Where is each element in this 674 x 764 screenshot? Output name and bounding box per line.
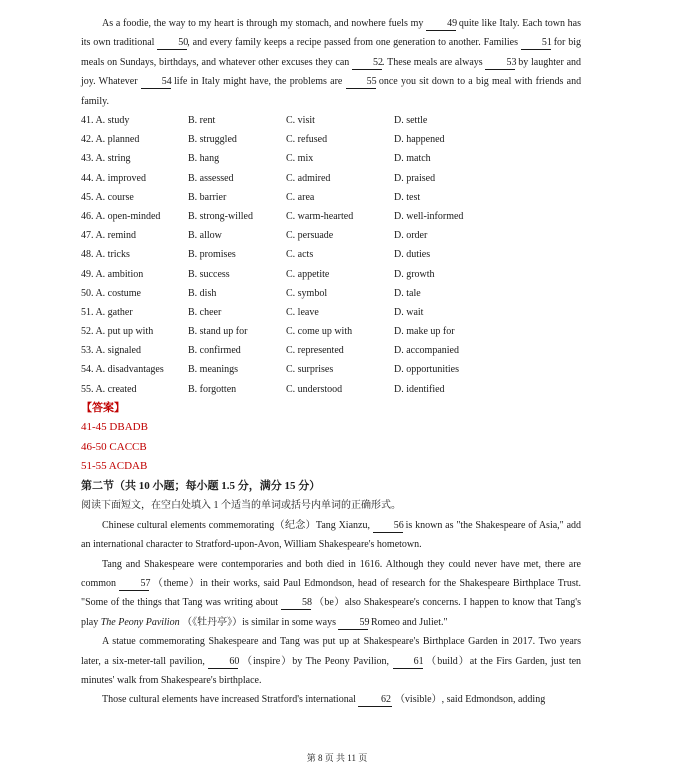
blank-53: 53 — [485, 57, 515, 70]
option-row — [81, 322, 581, 341]
section-instruction: 阅读下面短文，在空白处填入 1 个适当的单词或括号内单词的正确形式。 — [81, 500, 401, 512]
blank-52: 52 — [352, 57, 382, 70]
passage-one — [81, 14, 581, 111]
section-title: 第二节（共 10 小题；每小题 1.5 分，满分 15 分） — [81, 479, 321, 492]
option-row — [81, 188, 581, 207]
option-choice: C. symbol — [286, 287, 328, 299]
text: . These meals — [382, 56, 438, 68]
option-choice: C. admired — [286, 172, 331, 184]
text: are always — [439, 56, 483, 68]
option-choice: 48. A. tricks — [81, 249, 130, 261]
option-choice: B. hang — [188, 153, 220, 165]
text: Tang and Shakespeare were contemporaries and both died in 1616. Although they could never have met, there are common — [81, 558, 581, 589]
option-choice: 53. A. signaled — [81, 345, 141, 357]
blank-55: 55 — [346, 76, 376, 89]
option-choice: D. order — [394, 230, 428, 242]
text: by laughter and joy. Whatever — [81, 56, 582, 88]
text: Chinese cultural elements commemorating（纪念）Tang Xianzu, — [102, 519, 370, 531]
text: once — [378, 76, 398, 88]
passage-two-para-1 — [81, 516, 581, 555]
blank-60: 60 — [208, 656, 238, 669]
option-choice: B. strong-willed — [188, 210, 253, 222]
answer-line: 41-45 DBADB — [81, 421, 148, 434]
option-choice: C. represented — [286, 345, 344, 357]
option-choice: D. duties — [394, 249, 431, 261]
text: （《牡丹亭》）is similar in some ways — [182, 616, 336, 628]
option-choice: C. come up with — [286, 326, 353, 338]
text: （be）also Shakespeare's concerns. I happen to know that Tang's play — [81, 597, 581, 628]
text: you sit down to a big meal with friends and family. — [81, 76, 582, 107]
option-choice: 43. A. string — [81, 153, 131, 165]
option-row — [81, 169, 581, 188]
option-choice: B. promises — [188, 249, 236, 261]
blank-50: 50 — [157, 37, 187, 50]
passage-two-para-3 — [81, 632, 581, 690]
blank-58: 58 — [281, 597, 311, 610]
blank-51: 51 — [521, 37, 551, 50]
page-footer: 第 8 页 共 11 页 — [306, 753, 368, 763]
text: （inspire）by The Peony Pavilion, — [241, 655, 390, 667]
text: quite like Italy. Each — [458, 18, 543, 29]
passage-two-para-2 — [81, 555, 581, 633]
option-choice: B. stand up for — [188, 326, 248, 338]
option-choice: B. rent — [188, 115, 216, 127]
option-choice: B. barrier — [188, 191, 227, 203]
option-choice: C. warm-hearted — [286, 210, 354, 222]
option-choice: D. wait — [394, 306, 424, 318]
option-choice: C. mix — [286, 153, 314, 165]
option-row — [81, 130, 581, 149]
text: （theme）in their works, said Paul Edmondson, head of research for the Shakespeare Birthplace Trust. "Some of the things that Tang was writing about — [81, 577, 582, 609]
option-choice: B. dish — [188, 287, 217, 299]
option-choice: D. opportunities — [394, 364, 459, 376]
option-row — [81, 111, 581, 130]
option-choice: 41. A. study — [81, 115, 130, 127]
option-choice: 54. A. disadvantages — [81, 364, 164, 376]
option-row — [81, 341, 581, 360]
option-choice: 47. A. remind — [81, 230, 136, 242]
option-row — [81, 149, 581, 168]
option-choice: D. make up for — [394, 326, 455, 338]
option-choice: C. area — [286, 191, 315, 203]
blank-62: 62 — [358, 694, 392, 707]
option-choice: 50. A. costume — [81, 287, 141, 299]
option-choice: D. match — [394, 153, 431, 165]
option-choice: B. allow — [188, 230, 222, 242]
blank-59: 59 — [338, 617, 368, 630]
option-choice: D. well-informed — [394, 210, 464, 222]
option-row — [81, 284, 581, 303]
option-row — [81, 380, 581, 399]
option-choice: 52. A. put up with — [81, 326, 154, 338]
text: is known as "the Shakespeare of Asia," add an international character to Stratford-upon-Avon, William Shakespeare's hometown. — [81, 519, 582, 551]
answer-line: 51-55 ACDAB — [81, 460, 148, 473]
option-choice: 46. A. open-minded — [81, 210, 161, 222]
blank-54: 54 — [141, 76, 171, 89]
blank-56: 56 — [373, 520, 403, 533]
option-choice: 55. A. created — [81, 383, 137, 395]
option-choice: B. cheer — [188, 306, 222, 318]
option-choice: B. struggled — [188, 134, 237, 146]
option-row — [81, 226, 581, 245]
option-choice: C. visit — [286, 115, 315, 127]
text: （build）at the Firs Garden, just ten minutes' walk from Shakespeare's birthplace. — [81, 655, 582, 686]
option-choice: D. settle — [394, 115, 428, 127]
option-row — [81, 245, 581, 264]
option-row — [81, 207, 581, 226]
option-row — [81, 360, 581, 379]
text: for big meals on Sundays, birthdays, and whatever other excuses they can — [81, 37, 581, 68]
option-row — [81, 265, 581, 284]
blank-61: 61 — [393, 656, 423, 669]
option-choice: C. appetite — [286, 268, 330, 280]
option-choice: C. surprises — [286, 364, 334, 376]
option-choice: C. understood — [286, 383, 343, 395]
answer-heading: 【答案】 — [81, 401, 125, 414]
blank-57: 57 — [119, 578, 149, 591]
option-choice: B. forgotten — [188, 383, 237, 395]
play-title: The Peony Pavilion — [100, 616, 180, 628]
option-choice: C. refused — [286, 134, 328, 146]
passage-two-para-4 — [81, 690, 581, 709]
option-choice: C. leave — [286, 306, 319, 318]
option-row — [81, 303, 581, 322]
text: Families — [483, 37, 519, 49]
text: life in Italy might have, the problems are — [174, 76, 343, 88]
option-choice: 45. A. course — [81, 191, 134, 203]
answer-line: 46-50 CACCB — [81, 440, 147, 453]
option-choice: C. persuade — [286, 230, 334, 242]
option-choice: B. success — [188, 268, 230, 280]
option-choice: D. identified — [394, 383, 445, 395]
text: Those cultural elements have increased Stratford's international — [102, 694, 356, 706]
option-choice: 44. A. improved — [81, 172, 146, 184]
text: , and every family keeps a recipe passed from one generation to another. — [187, 37, 481, 49]
option-choice: 42. A. planned — [81, 134, 140, 146]
option-choice: B. meanings — [188, 364, 238, 376]
option-choice: C. acts — [286, 249, 314, 261]
option-choice: D. happened — [394, 134, 445, 146]
text: A statue commemorating Shakespeare and Tang was put up at Shakespeare's Birthplace Garden in 2017. Two years later, a six-meter-tall pavilion, — [81, 636, 581, 667]
text: town has its own traditional — [81, 18, 582, 49]
text: Romeo and Juliet." — [370, 616, 448, 628]
option-choice: 51. A. gather — [81, 306, 133, 318]
text: As a foodie, the way to my heart is through my stomach, and nowhere fuels my — [102, 18, 424, 29]
option-choice: 49. A. ambition — [81, 268, 144, 280]
option-choice: D. tale — [394, 287, 421, 299]
option-choice: D. test — [394, 191, 421, 203]
option-choice: D. accompanied — [394, 345, 459, 357]
option-choice: D. praised — [394, 172, 436, 184]
document-page — [81, 14, 581, 710]
blank-49: 49 — [426, 18, 456, 31]
options-list — [81, 111, 581, 399]
option-choice: B. confirmed — [188, 345, 241, 357]
option-choice: B. assessed — [188, 172, 234, 184]
option-choice: D. growth — [394, 268, 435, 280]
text: （visible）, said Edmondson, adding — [394, 694, 546, 706]
